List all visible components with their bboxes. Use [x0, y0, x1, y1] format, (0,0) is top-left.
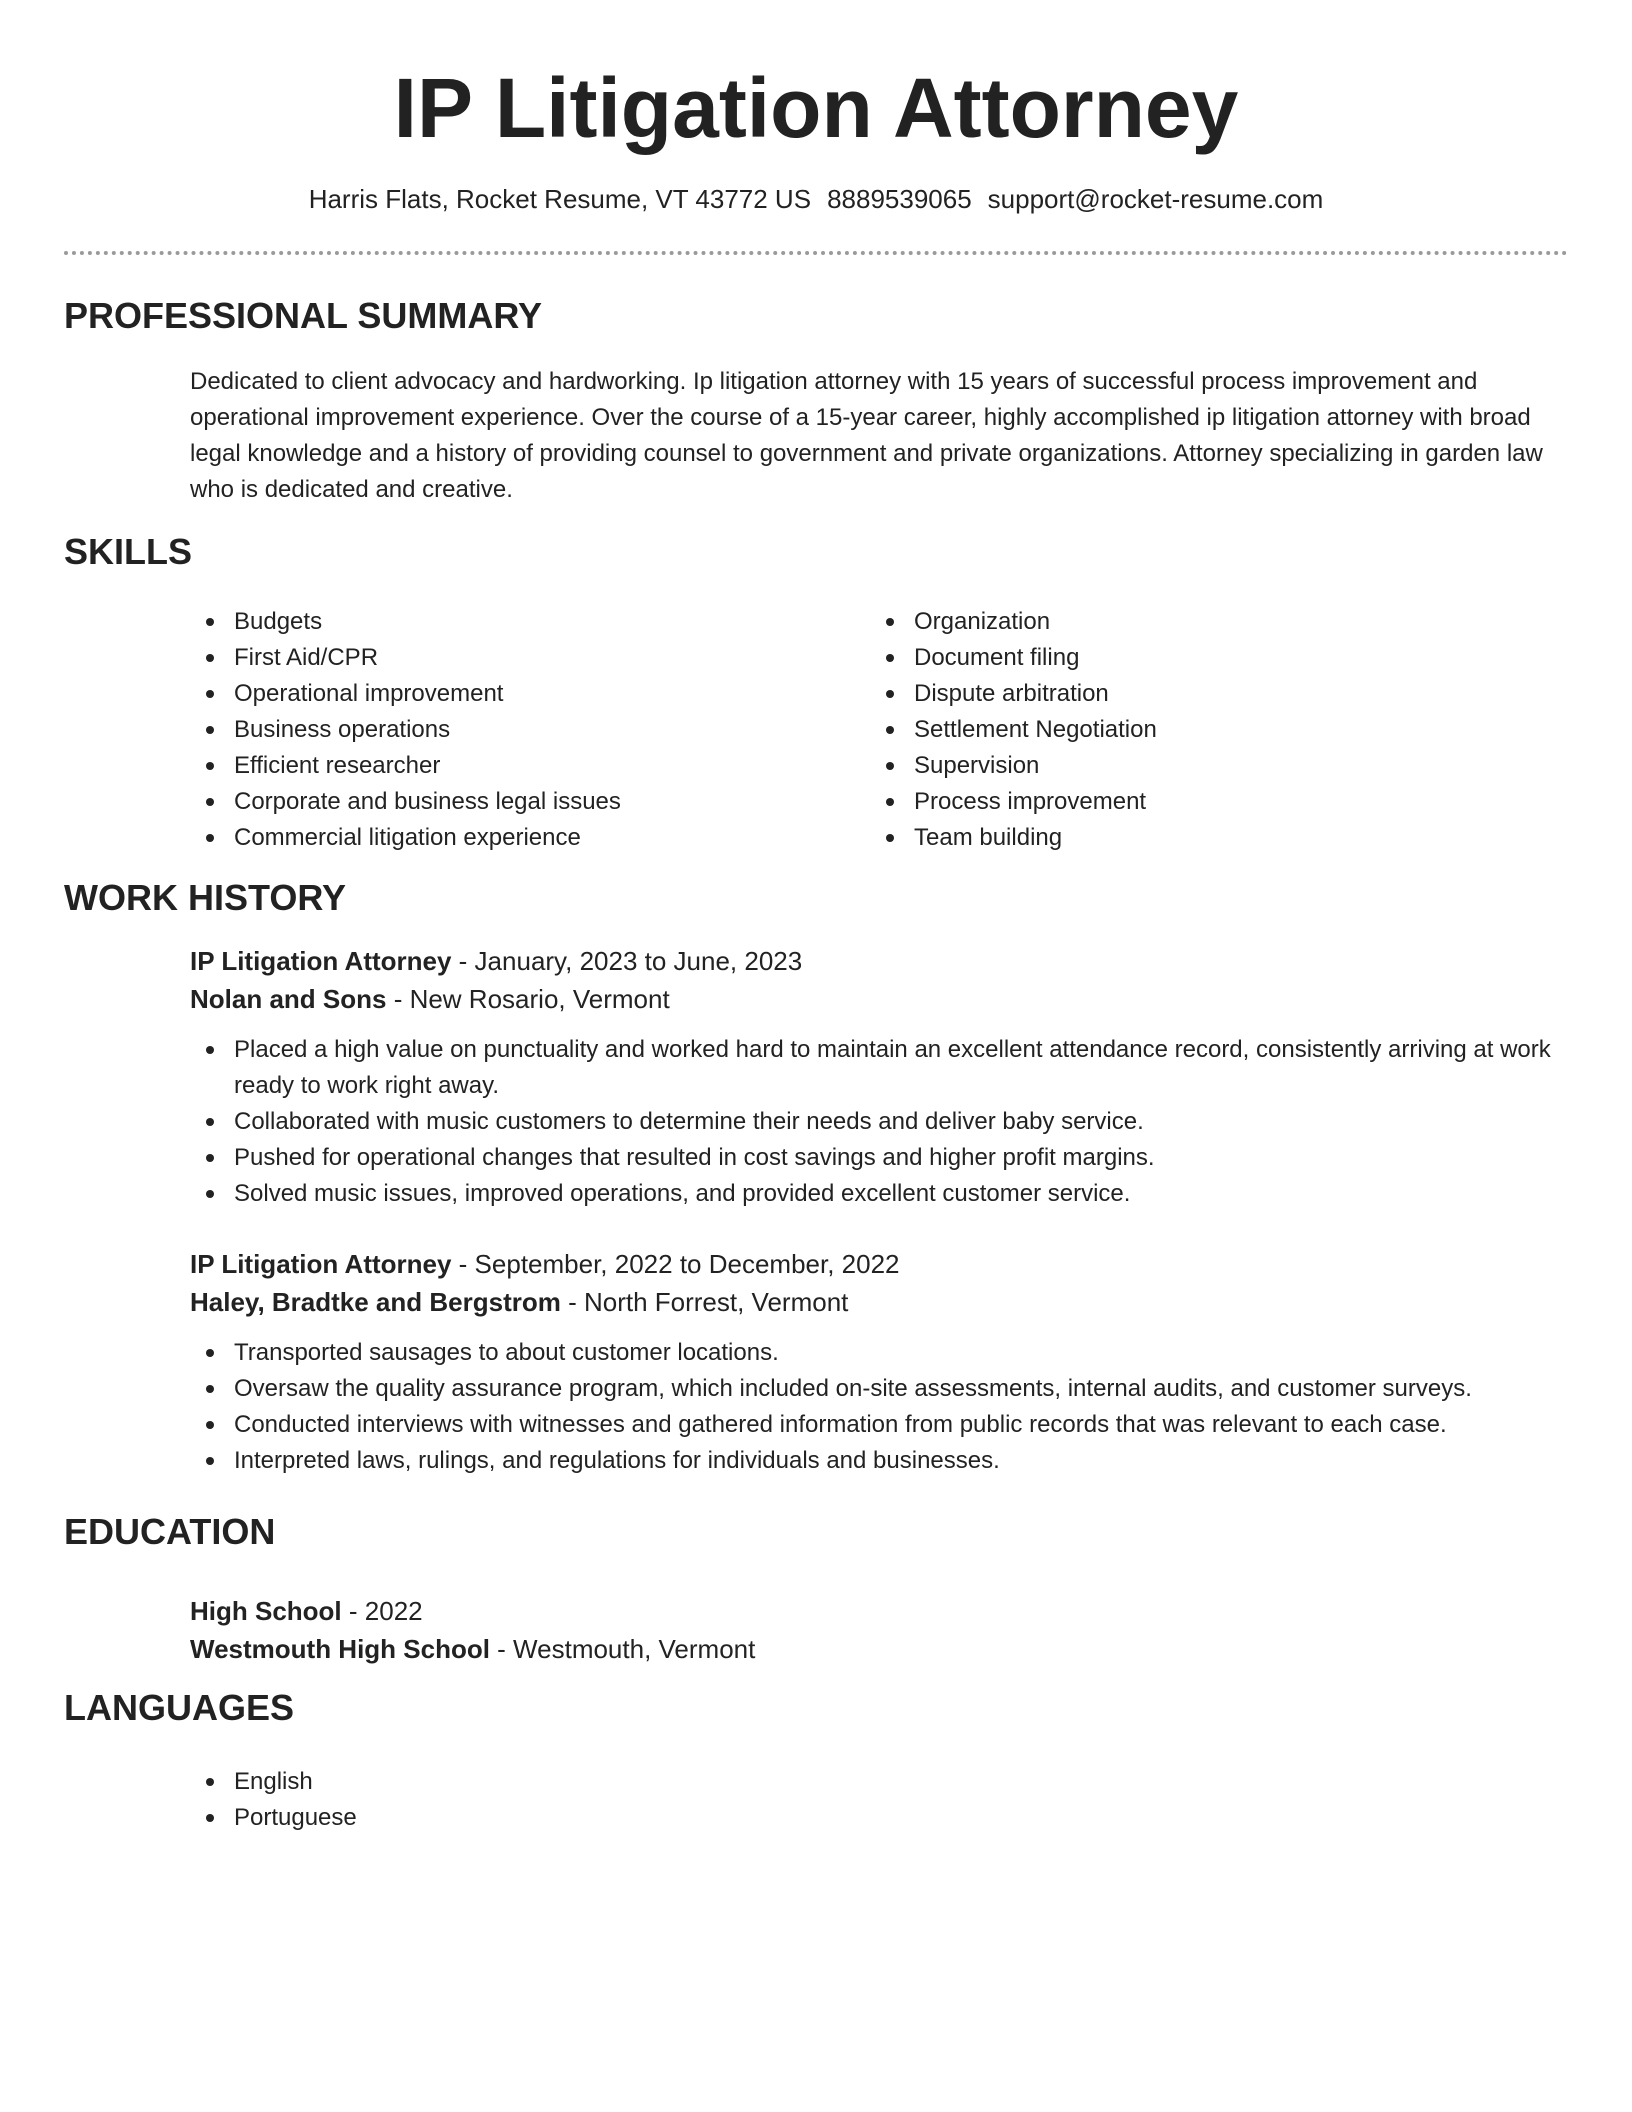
skills-heading: SKILLS	[64, 531, 193, 572]
skill-item: Budgets	[190, 604, 870, 640]
skills-column-right	[870, 604, 1550, 856]
job-company: Nolan and Sons	[190, 984, 387, 1014]
contact-address: Harris Flats, Rocket Resume, VT 43772 US	[308, 184, 812, 214]
job-role: IP Litigation Attorney	[190, 946, 452, 976]
summary-heading: PROFESSIONAL SUMMARY	[64, 295, 543, 336]
job-entry	[190, 1245, 1568, 1479]
language-item: Portuguese	[190, 1800, 1568, 1836]
skill-item: Supervision	[870, 748, 1550, 784]
job-duty: Placed a high value on punctuality and worked hard to maintain an excellent attendance record, consistently arriving at work ready to work right away.	[190, 1032, 1568, 1104]
job-title-line	[190, 1245, 1568, 1283]
skill-item: Business operations	[190, 712, 870, 748]
education-entry	[190, 1592, 1568, 1668]
skill-item: Document filing	[870, 640, 1550, 676]
skill-item: Efficient researcher	[190, 748, 870, 784]
education-location: - Westmouth, Vermont	[489, 1634, 756, 1664]
skills-column-left	[190, 604, 870, 856]
contact-email: support@rocket-resume.com	[987, 184, 1324, 214]
education-school: Westmouth High School	[190, 1634, 490, 1664]
skills-list	[190, 604, 1568, 856]
job-entry	[190, 942, 1568, 1212]
job-duty: Conducted interviews with witnesses and gathered information from public records that was relevant to each case.	[190, 1407, 1568, 1443]
skill-item: Settlement Negotiation	[870, 712, 1550, 748]
skill-item: Operational improvement	[190, 676, 870, 712]
header-divider	[64, 251, 1568, 255]
language-item: English	[190, 1764, 1568, 1800]
job-company-line	[190, 1283, 1568, 1321]
job-duty: Collaborated with music customers to determine their needs and deliver baby service.	[190, 1104, 1568, 1140]
skill-item: Organization	[870, 604, 1550, 640]
summary-text: Dedicated to client advocacy and hardworking. Ip litigation attorney with 15 years of successful process improvement and operational improvement experience. Over the course of a 15-year career, highly accomplished ip litigation attorney with broad legal knowledge and a history of providing counsel to government and private organizations. Attorney specializing in garden law who is dedicated and creative.	[190, 368, 1543, 503]
job-duty: Transported sausages to about customer locations.	[190, 1335, 1568, 1371]
job-duties	[190, 1032, 1568, 1212]
job-company-line	[190, 980, 1568, 1018]
candidate-name: IP Litigation Attorney	[393, 61, 1239, 155]
skill-item: Commercial litigation experience	[190, 820, 870, 856]
education-heading: EDUCATION	[64, 1511, 276, 1552]
contact-line	[0, 182, 1632, 216]
job-duty: Interpreted laws, rulings, and regulations for individuals and businesses.	[190, 1443, 1568, 1479]
education-year: - 2022	[341, 1596, 423, 1626]
job-location: - New Rosario, Vermont	[386, 984, 670, 1014]
skill-item: Corporate and business legal issues	[190, 784, 870, 820]
job-dates: - September, 2022 to December, 2022	[451, 1249, 900, 1279]
languages-list	[190, 1764, 1568, 1836]
job-duties	[190, 1335, 1568, 1479]
education-school-line	[190, 1630, 1568, 1668]
languages-heading: LANGUAGES	[64, 1687, 295, 1728]
job-duty: Oversaw the quality assurance program, which included on-site assessments, internal audits, and customer surveys.	[190, 1371, 1568, 1407]
job-company: Haley, Bradtke and Bergstrom	[190, 1287, 561, 1317]
skill-item: Dispute arbitration	[870, 676, 1550, 712]
job-duty: Solved music issues, improved operations, and provided excellent customer service.	[190, 1176, 1568, 1212]
skill-item: Team building	[870, 820, 1550, 856]
job-role: IP Litigation Attorney	[190, 1249, 452, 1279]
languages-items	[190, 1764, 1568, 1836]
skill-item: First Aid/CPR	[190, 640, 870, 676]
education-degree-line	[190, 1592, 1568, 1630]
education-degree: High School	[190, 1596, 342, 1626]
job-duty: Pushed for operational changes that resulted in cost savings and higher profit margins.	[190, 1140, 1568, 1176]
job-location: - North Forrest, Vermont	[560, 1287, 849, 1317]
job-title-line	[190, 942, 1568, 980]
skill-item: Process improvement	[870, 784, 1550, 820]
work-history-heading: WORK HISTORY	[64, 877, 347, 918]
job-dates: - January, 2023 to June, 2023	[451, 946, 803, 976]
contact-phone: 8889539065	[827, 184, 972, 214]
